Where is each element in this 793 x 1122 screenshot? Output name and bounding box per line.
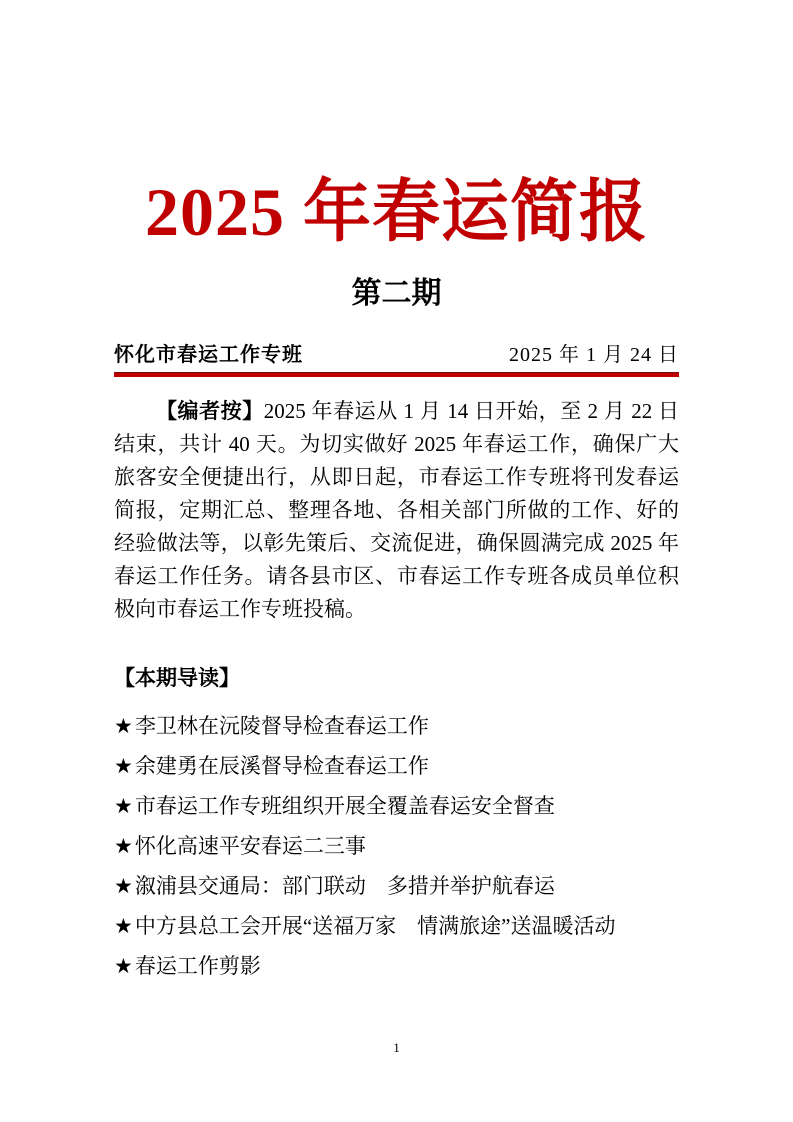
star-icon: ★ <box>114 714 133 739</box>
toc-item-text: 市春运工作专班组织开展全覆盖春运安全督查 <box>134 794 555 819</box>
toc-item <box>114 874 679 898</box>
editor-note-label: 【编者按】 <box>156 399 264 424</box>
toc-item <box>114 834 679 858</box>
toc-item-text: 溆浦县交通局：部门联动 多措并举护航春运 <box>134 874 555 899</box>
toc-item <box>114 794 679 818</box>
star-icon: ★ <box>114 754 133 779</box>
red-divider-rule <box>114 372 679 377</box>
toc-list <box>114 714 679 978</box>
star-icon: ★ <box>114 794 133 819</box>
star-icon: ★ <box>114 874 133 899</box>
issue-number: 第二期 <box>351 277 442 311</box>
toc-item <box>114 714 679 738</box>
editor-note-body: 2025 年春运从 1 月 14 日开始，至 2 月 22 日结束，共计 40 天。为切实做好 2025 年春运工作，确保广大旅客安全便捷出行，从即日起，市春运工作专班将刊发春运简报，定期汇总、整理各地、各相关部门所做的工作、好的经验做法等，以彰先策后、交流促进，确保圆满完成 2025 年春运工作任务。请各县市区、市春运工作专班各成员单位积极向市春运工作专班投稿。 <box>114 399 679 622</box>
star-icon: ★ <box>114 914 133 939</box>
toc-item-text: 春运工作剪影 <box>134 954 261 979</box>
star-icon: ★ <box>114 954 133 979</box>
page-number: 1 <box>393 1040 400 1055</box>
toc-item-text: 余建勇在辰溪督导检查春运工作 <box>134 754 429 779</box>
toc-item-text: 李卫林在沅陵督导检查春运工作 <box>134 714 429 739</box>
toc-item <box>114 754 679 778</box>
masthead <box>114 338 679 367</box>
star-icon: ★ <box>114 834 133 859</box>
toc-item-text: 怀化高速平安春运二三事 <box>134 834 366 859</box>
toc-heading: 【本期导读】 <box>114 667 240 691</box>
toc-item <box>114 914 679 938</box>
toc-item-text: 中方县总工会开展“送福万家 情满旅途”送温暖活动 <box>134 914 616 939</box>
editor-note-paragraph <box>114 395 679 626</box>
issuing-organization: 怀化市春运工作专班 <box>114 344 303 367</box>
toc-item <box>114 954 679 978</box>
issue-date: 2025 年 1 月 24 日 <box>509 344 679 367</box>
page-title: 2025 年春运简报 <box>144 174 648 250</box>
